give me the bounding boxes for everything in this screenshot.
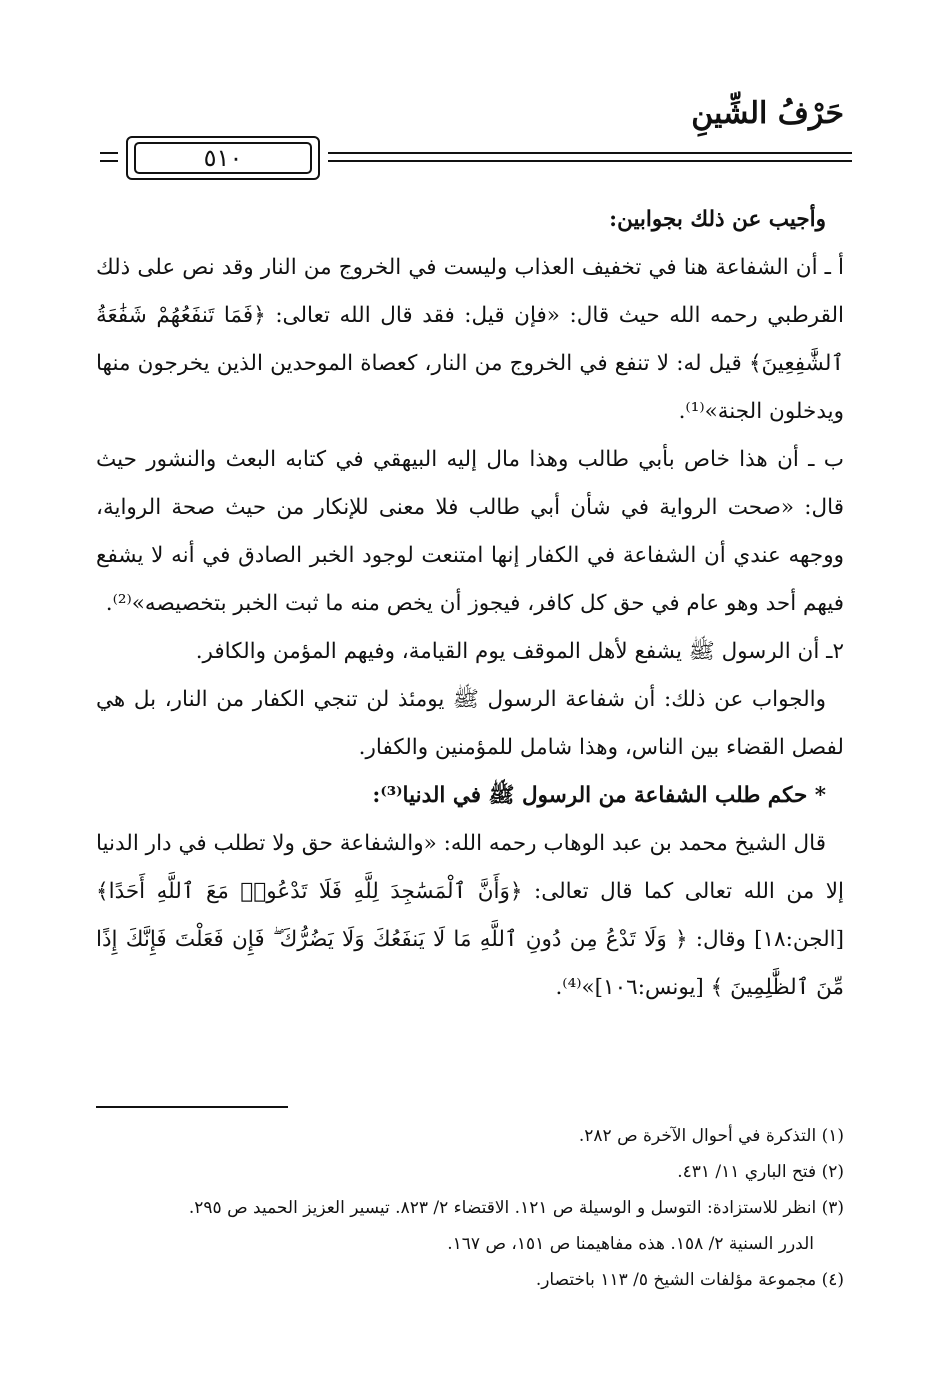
main-text bbox=[96, 196, 844, 1012]
header-rule-left bbox=[100, 152, 118, 162]
page-number: ٥١٠ bbox=[134, 142, 312, 174]
footnote-3-continued: الدرر السنية ٢/ ١٥٨. هذه مفاهيمنا ص ١٥١، ص ١٦٧. bbox=[447, 1234, 814, 1254]
footnote-separator bbox=[96, 1106, 288, 1108]
paragraph-answer-a: أ ـ أن الشفاعة هنا في تخفيف العذاب وليست في الخروج من النار وقد نص على ذلك القرطبي رحمه الله حيث قال: «فإن قيل: فقد قال الله تعالى: ﴿فَمَا تَنفَعُهُمْ شَفَٰعَةُ ٱلشَّٰفِعِينَ﴾ قيل له: لا تنفع في الخروج من النار، كعصاة الموحدين الذين يخرجون منها ويدخلون الجنة»⁽¹⁾. bbox=[96, 255, 844, 424]
paragraph-reply: والجواب عن ذلك: أن شفاعة الرسول ﷺ يومئذ لن تنجي الكفار من النار، بل هي لفصل القضاء بين الناس، وهذا شامل للمؤمنين والكفار. bbox=[96, 687, 844, 760]
footnote-4: (٤) مجموعة مؤلفات الشيخ ٥/ ١١٣ باختصار. bbox=[535, 1270, 844, 1290]
footnote-3: (٣) انظر للاستزادة: التوسل و الوسيلة ص ١٢١. الاقتضاء ٢/ ٨٢٣. تيسير العزيز الحميد ص ٢٩٥. bbox=[188, 1198, 844, 1218]
page-number-bar bbox=[100, 136, 852, 180]
paragraph-answer-b: ب ـ أن هذا خاص بأبي طالب وهذا مال إليه البيهقي في كتابه البعث والنشور حيث قال: «صحت الرواية في شأن أبي طالب فلا معنى للإنكار من حيث صحة الرواية، ووجهه عندي أن الشفاعة في الكفار إنها امتنعت لوجود الخبر الصادق في أنه لا يشفع فيهم أحد وهو عام في حق كل كافر، فيجوز أن يخص منه ما ثبت الخبر بتخصيصه»⁽²⁾. bbox=[96, 447, 844, 616]
footnotes bbox=[96, 1118, 844, 1298]
paragraph-point-2: ٢ـ أن الرسول ﷺ يشفع لأهل الموقف يوم القيامة، وفيهم المؤمن والكافر. bbox=[195, 639, 844, 664]
page-header-title: حَرْفُ الشِّينِ bbox=[691, 96, 844, 131]
paragraph-quote: قال الشيخ محمد بن عبد الوهاب رحمه الله: «والشفاعة حق ولا تطلب في دار الدنيا إلا من الله تعالى كما قال تعالى: ﴿وَأَنَّ ٱلْمَسَٰجِدَ لِلَّهِ فَلَا تَدْعُوا۟ مَعَ ٱللَّهِ أَحَدًا﴾ [الجن:١٨] وقال: ﴿ وَلَا تَدْعُ مِن دُونِ ٱللَّهِ مَا لَا يَنفَعُكَ وَلَا يَضُرُّكَ ۖ فَإِن فَعَلْتَ فَإِنَّكَ إِذًا مِّنَ ٱلظَّٰلِمِينَ ﴾ [يونس:١٠٦]»⁽⁴⁾. bbox=[96, 831, 844, 1000]
footnote-1: (١) التذكرة في أحوال الآخرة ص ٢٨٢. bbox=[578, 1126, 844, 1146]
section-heading: * حكم طلب الشفاعة من الرسول ﷺ في الدنيا⁽³⁾: bbox=[372, 783, 826, 808]
header-rule-right bbox=[328, 152, 852, 162]
page-number-frame bbox=[126, 136, 320, 180]
paragraph-intro: وأجيب عن ذلك بجوابين: bbox=[609, 207, 826, 232]
footnote-2: (٢) فتح الباري ١١/ ٤٣١. bbox=[677, 1162, 844, 1182]
